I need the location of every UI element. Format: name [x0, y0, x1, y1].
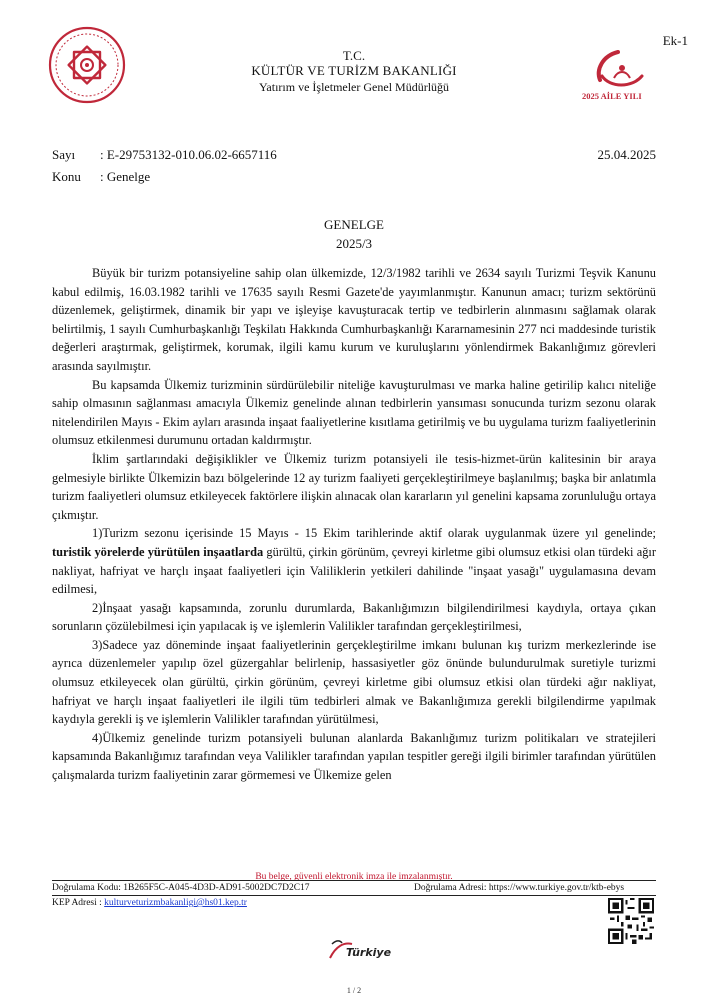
document-number: 2025/3: [335, 236, 373, 251]
paragraph-2: Bu kapsamda Ülkemiz turizminin sürdürülebilir niteliğe kavuşturulması ve marka haline getirilip kalıcı niteliğe sahip olmasının sağlanması amacıyla Ülkemiz genelinde alınan tedbirlerin yansıması sonucunda turizm sezonu olarak nitelendirilen Mayıs - Ekim ayları arasında inşaat faaliyetlerine kısıtlama getirilmiş ve bu uygulama turizm faaliyetlerinin olumsuz etkilenmesi durumunu ortadan kaldırmıştır.: [52, 377, 656, 448]
paragraph-3: İklim şartlarındaki değişiklikler ve Ülkemiz turizm potansiyeli ile tesis-hizmet-ürün kalitesinin bir araya gelmesiyle birlikte Ülkemizin bazı bölgelerinde 12 ay turizm faaliyeti gerçekleştirilmeye başlanılmış; başka bir anlatımla turizm faaliyetleri olumsuz etkileyecek faktörlere ilişkin alınacak olan kararların yıl genelini kapsama zorunluluğu ortaya çıkmıştır.: [52, 451, 656, 522]
sayi-label: Sayı: [52, 147, 76, 162]
sayi-row: [52, 147, 277, 163]
item-1-text-b: gürültü, çirkin görünüm, çevreyi kirletme gibi olumsuz etkisi olan türdeki ağır nakliyat, hafriyat ve harçlı inşaat faaliyetleri için Valiliklerin yetkileri dahilinde "inşaat yasağı" uygulamasına devam edilmesi,: [52, 544, 656, 597]
konu-value: : Genelge: [100, 169, 151, 184]
item-1-bold-text: turistik yörelerde yürütülen inşaatlarda: [52, 544, 264, 559]
paragraph-1: Büyük bir turizm potansiyeline sahip olan ülkemizde, 12/3/1982 tarihli ve 2634 sayılı Turizmi Teşvik Kanunu kabul edilmiş, 16.03.1982 tarihli ve 17635 sayılı Resmi Gazete'de yayımlanmıştır. Kanunun amacı; turizm sektörünü düzenlemek, geliştirmek, dinamik bir yapı ve işleyişe kavuşturacak tertip ve tedbirlerin alınmasını sağlamak olarak belirtilmiş, 1 sayılı Cumhurbaşkanlığı Teşkilatı Hakkında Cumhurbaşkanlığı Kararnamesinin 277 nci maddesinde turistik değerleri araştırmak, geliştirmek, korumak, ilgili kamu kurum ve kuruluşlarını yönlendirmek Bakanlığımız görevleri arasında sayılmıştır.: [52, 266, 656, 373]
document-title: GENELGE: [324, 217, 384, 232]
turkiye-brand-logo: [326, 936, 392, 966]
turkiye-brand-text: Türkiye: [346, 946, 392, 959]
sayi-value: : E-29753132-010.06.02-6657116: [100, 147, 277, 162]
footer-divider: [52, 880, 656, 881]
verification-code: Doğrulama Kodu: 1B265F5C-A045-4D3D-AD91-5002DC7D2C17: [52, 883, 310, 893]
esign-note: Bu belge, güvenli elektronik imza ile imzalanmıştır.: [255, 872, 453, 882]
paragraph-item-1: [52, 524, 656, 598]
qr-code-icon: [608, 898, 654, 944]
family-year-caption: 2025 AİLE YILI: [582, 91, 642, 101]
item-1-text-a: 1)Turizm sezonu içerisinde 15 Mayıs - 15 Ekim tarihlerinde aktif olarak uygulanmak üzere yıl genelinde;: [92, 526, 656, 541]
kep-address-link[interactable]: kulturveturizmbakanligi@hs01.kep.tr: [104, 898, 247, 908]
page-number: 1 / 2: [346, 986, 362, 995]
document-body: [52, 264, 656, 785]
paragraph-item-2: 2)İnşaat yasağı kapsamında, zorunlu durumlarda, Bakanlığımızın bilgilendirilmesi kaydıyla, ortaya çıkan sorunların çözülebilmesi için yapılacak iş ve işlemlerin Valilikler tarafından gerçekleştirilmesi,: [52, 600, 656, 634]
kep-row: [52, 898, 247, 908]
paragraph-item-4: 4)Ülkemiz genelinde turizm potansiyeli bulunan alanlarda Bakanlığımız turizm politikaları ve stratejileri kapsamında Bakanlığımız tarafından veya Valilikler tarafından yapılan tespitler gereği ilgili birimler tarafından yürütülen çalışmalarda turizm faaliyetinin zarar görmemesi ve Ülkemize gelen: [52, 730, 656, 783]
kep-label: KEP Adresi :: [52, 898, 105, 908]
paragraph-item-3: 3)Sadece yaz döneminde inşaat faaliyetlerinin gerçekleştirilme imkanı bulunan kış turizm merkezlerinde ise ayrıca düzenlemeler yapılıp özel güzergahlar belirlenip, hassasiyetler göz önünde bulundurulmak suretiyle turizmi olumsuz etkileyecek olan gürültü, çirkin görünüm, çevreyi kirletme gibi olumsuz etkisi olan türdeki ağır nakliyat, hafriyat ve harçlı inşaat faaliyetleri ile ilgili tüm tedbirleri almak ve Bakanlığımıza gerekli bilgilendirme yapılmak kaydıyla gerekli iş ve işlemlerin Valilikler tarafından yürütülmesi,: [52, 637, 656, 727]
state-abbreviation: T.C.: [342, 48, 366, 63]
ministry-name: KÜLTÜR VE TURİZM BAKANLIĞI: [251, 63, 457, 78]
document-date: 25.04.2025: [597, 147, 656, 162]
konu-row: [52, 169, 150, 185]
annex-label: Ek-1: [662, 33, 688, 48]
directorate-name: Yatırım ve İşletmeler Genel Müdürlüğü: [258, 80, 450, 94]
konu-label: Konu: [52, 169, 81, 184]
verification-address[interactable]: Doğrulama Adresi: https://www.turkiye.gov.tr/ktb-ebys: [414, 883, 625, 893]
footer-divider-2: [52, 895, 656, 896]
